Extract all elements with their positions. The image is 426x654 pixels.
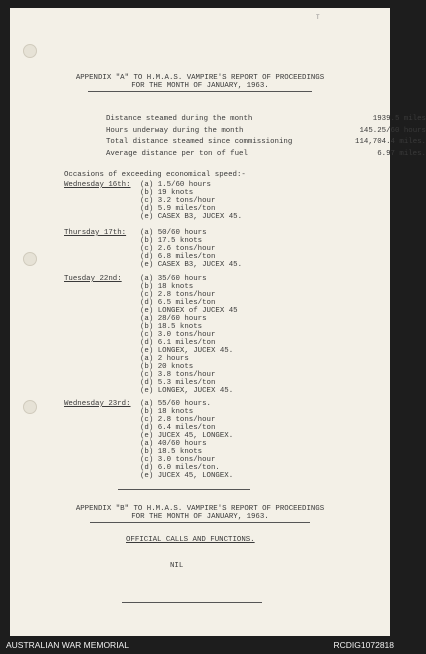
list-item: (d) 6.8 miles/ton [140,253,216,261]
list-item: (b) 19 knots [140,189,194,197]
stat-value: 114,704.4 miles. [355,138,426,146]
monthly-stats [106,115,426,161]
list-item: (a) 40/60 hours [140,440,207,448]
list-item: (b) 18.5 knots [140,323,203,331]
list-item: (e) LONGEX, JUCEX 45. [140,347,234,355]
punch-hole [23,44,37,58]
stat-label: Distance steamed during the month [106,115,253,123]
stat-value: 1939.5 miles [372,115,426,123]
list-item: (a) 50/60 hours [140,229,207,237]
archive-footer [0,636,400,654]
list-item: (c) 3.0 tons/hour [140,456,216,464]
corner-mark: T [316,14,320,21]
punch-hole [23,252,37,266]
list-item: (c) 2.8 tons/hour [140,291,216,299]
list-item: (a) 55/60 hours. [140,400,211,408]
list-item: (e) JUCEX 45, LONGEX. [140,432,234,440]
official-calls-heading: OFFICIAL CALLS AND FUNCTIONS. [126,536,255,544]
list-item: (b) 18 knots [140,283,194,291]
list-item: (c) 3.2 tons/hour [140,197,216,205]
occasions-heading: Occasions of exceeding economical speed:- [64,171,246,179]
list-item: (c) 3.8 tons/hour [140,371,216,379]
list-item: (b) 18.5 knots [140,448,203,456]
appendix-a-title-line2: FOR THE MONTH OF JANUARY, 1963. [131,82,269,90]
list-item: (d) 6.4 miles/ton [140,424,216,432]
nil-text: NIL [170,562,184,570]
stat-row [106,150,426,162]
list-item: (c) 2.8 tons/hour [140,416,216,424]
list-item: (e) CASEX B3, JUCEX 45. [140,213,243,221]
title-underline [90,522,310,523]
punch-hole [23,400,37,414]
list-item: (a) 35/60 hours [140,275,207,283]
document-page [10,8,426,636]
day-name: Wednesday 23rd: [64,400,131,408]
list-item: (b) 18 knots [140,408,194,416]
day-name: Thursday 17th: [64,229,127,237]
footer-institution: AUSTRALIAN WAR MEMORIAL [6,640,129,650]
list-item: (d) 5.9 miles/ton [140,205,216,213]
list-item: (d) 6.1 miles/ton [140,339,216,347]
day-items [140,229,242,269]
day-name: Wednesday 16th: [64,181,131,189]
list-item: (b) 17.5 knots [140,237,203,245]
stat-row [106,115,426,127]
stat-value: 145.25/60 hours [359,126,426,135]
list-item: (d) 6.0 miles/ton. [140,464,220,472]
stat-value: 6.97 miles. [377,149,426,158]
footer-record-id: RCDIG1072818 [333,640,394,650]
closing-divider [122,602,262,603]
list-item: (d) 5.3 miles/ton [140,379,216,387]
appendix-b-title-line1: APPENDIX "B" TO H.M.A.S. VAMPIRE'S REPORT OF PROCEEDINGS [75,505,325,513]
list-item: (e) LONGEX of JUCEX 45 [140,307,238,315]
list-item: (a) 2 hours [140,355,189,363]
day-items [140,400,233,480]
day-items [140,275,238,395]
day-items [140,181,242,221]
appendix-b-title-line2: FOR THE MONTH OF JANUARY, 1963. [131,513,269,521]
day-name: Tuesday 22nd: [64,275,122,283]
stat-row [106,127,426,139]
stat-label: Average distance per ton of fuel [106,149,248,158]
section-divider [118,489,250,490]
list-item: (c) 3.0 tons/hour [140,331,216,339]
stat-label: Total distance steamed since commissioning [106,138,293,146]
list-item: (d) 6.5 miles/ton [140,299,216,307]
list-item: (b) 20 knots [140,363,194,371]
title-underline [88,91,312,92]
list-item: (a) 28/60 hours [140,315,207,323]
list-item: (e) JUCEX 45, LONGEX. [140,472,234,480]
list-item: (e) CASEX B3, JUCEX 45. [140,261,243,269]
list-item: (a) 1.5/60 hours [140,181,211,189]
stat-row [106,138,426,150]
list-item: (e) LONGEX, JUCEX 45. [140,387,234,395]
stat-label: Hours underway during the month [106,126,244,135]
list-item: (c) 2.6 tons/hour [140,245,216,253]
appendix-a-title-line1: APPENDIX "A" TO H.M.A.S. VAMPIRE'S REPORT OF PROCEEDINGS [75,74,325,82]
